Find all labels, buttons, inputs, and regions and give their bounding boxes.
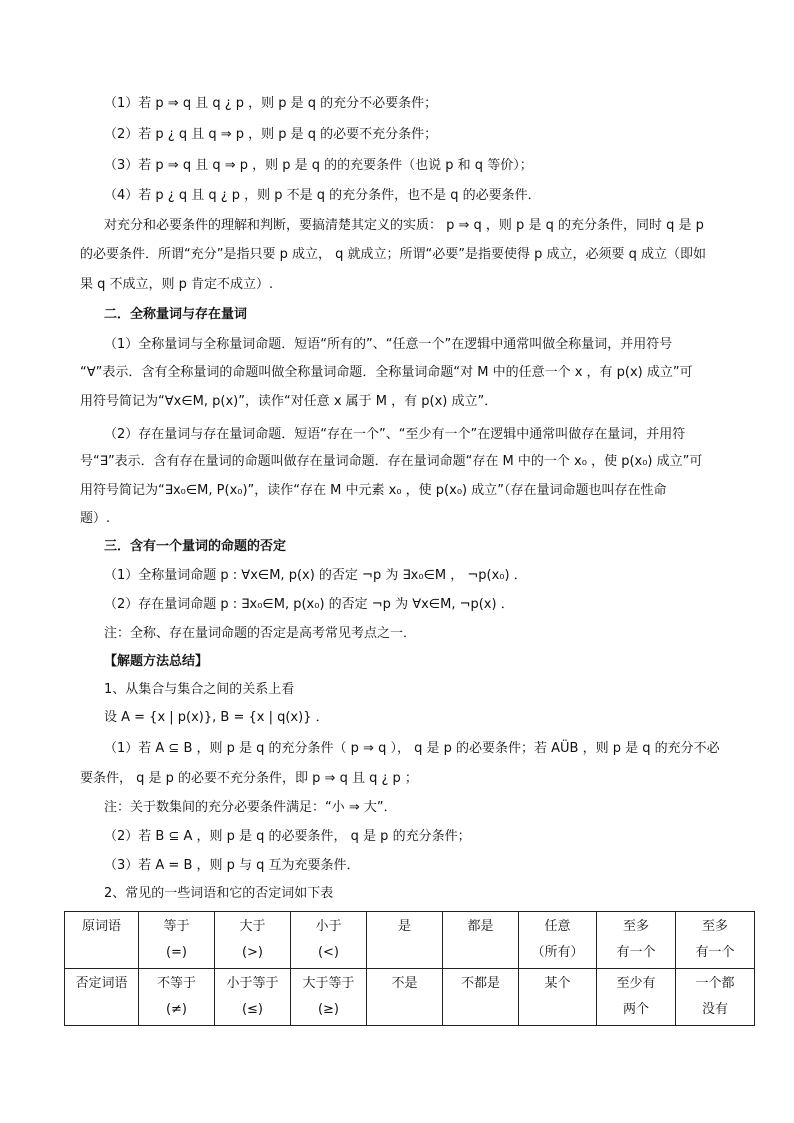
- set-rule-1-line-2: 要条件， q 是 p 的必要不充分条件，即 p ⇒ q 且 q ¿ p ；: [80, 771, 418, 786]
- table-cell: 不是: [367, 969, 443, 1026]
- existential-line-3: 用符号简记为“∃x₀∈M, P(x₀)”，读作“存在 M 中元素 x₀ ，使 p(x₀) 成立”（存在量词命题也叫存在性命: [80, 483, 667, 498]
- set-rule-1-line-1: （1）若 A ⊆ B ，则 p 是 q 的充分条件（ p ⇒ q ）， q 是 p 的必要条件；若 AÜB ，则 p 是 q 的充分不必: [104, 741, 720, 756]
- explanation-line-2: 的必要条件．所谓“充分”是指只要 p 成立， q 就成立；所谓“必要”是指要使得 p 成立，必须要 q 成立（即如: [80, 247, 707, 262]
- method-summary-heading: 【解题方法总结】: [104, 654, 209, 669]
- table-cell: 是: [367, 912, 443, 969]
- table-cell: 不等于 (≠): [139, 969, 215, 1026]
- existential-line-1: （2）存在量词与存在量词命题．短语“存在一个”、“至少有一个”在逻辑中通常叫做存在量词，并用符: [104, 427, 686, 442]
- table-cell: 大于 (>): [215, 912, 291, 969]
- condition-1: （1）若 p ⇒ q 且 q ¿ p ，则 p 是 q 的充分不必要条件；: [104, 96, 438, 111]
- set-note: 注：关于数集间的充分必要条件满足：“小 ⇒ 大”．: [104, 800, 397, 815]
- table-cell: 否定词语: [65, 969, 139, 1026]
- condition-3: （3）若 p ⇒ q 且 q ⇒ p ，则 p 是 q 的的充要条件（也说 p 和 q 等价）；: [104, 158, 533, 173]
- table-row-original: [65, 912, 755, 969]
- set-rule-3: （3）若 A = B ，则 p 与 q 互为充要条件．: [104, 858, 360, 873]
- existential-line-2: 号“∃”表示．含有存在量词的命题叫做存在量词命题．存在量词命题“存在 M 中的一个 x₀ ，使 p(x₀) 成立”可: [80, 454, 703, 469]
- set-rule-2: （2）若 B ⊆ A ，则 p 是 q 的必要条件， q 是 p 的充分条件；: [104, 829, 471, 844]
- negation-note: 注：全称、存在量词命题的否定是高考常见考点之一．: [104, 626, 417, 641]
- negation-existential: （2）存在量词命题 p : ∃x₀∈M, p(x₀) 的否定 ¬p 为 ∀x∈M, ¬p(x) ．: [104, 597, 514, 612]
- explanation-line-1: 对充分和必要条件的理解和判断，要搞清楚其定义的实质： p ⇒ q ，则 p 是 q 的充分条件，同时 q 是 p: [104, 218, 704, 233]
- table-cell: 小于等于 (≤): [215, 969, 291, 1026]
- table-cell: 大于等于 (≥): [291, 969, 367, 1026]
- table-cell: 任意 （所有）: [519, 912, 597, 969]
- table-cell: 原词语: [65, 912, 139, 969]
- table-cell: 至多 有一个: [597, 912, 676, 969]
- table-cell: 等于 (=): [139, 912, 215, 969]
- table-cell: 不都是: [443, 969, 519, 1026]
- table-cell: 都是: [443, 912, 519, 969]
- table-row-negation: [65, 969, 755, 1026]
- negation-words-table: [64, 911, 755, 1026]
- condition-4: （4）若 p ¿ q 且 q ¿ p ，则 p 不是 q 的充分条件，也不是 q 的必要条件．: [104, 188, 541, 203]
- existential-line-4: 题）.: [80, 511, 111, 526]
- negation-words-heading: 2、常见的一些词语和它的否定词如下表: [104, 886, 334, 901]
- universal-line-2: “∀”表示．含有全称量词的命题叫做全称量词命题．全称量词命题“对 M 中的任意一个 x ，有 p(x) 成立”可: [80, 365, 693, 380]
- table-cell: 至多 有一个: [676, 912, 755, 969]
- section-heading-quantifiers: 二．全称量词与存在量词: [104, 307, 248, 322]
- negation-universal: （1）全称量词命题 p : ∀x∈M, p(x) 的否定 ¬p 为 ∃x₀∈M ， ¬p(x₀) ．: [104, 568, 527, 583]
- table-cell: 一个都 没有: [676, 969, 755, 1026]
- explanation-line-3: 果 q 不成立，则 p 肯定不成立）.: [80, 277, 274, 292]
- section-heading-negation: 三．含有一个量词的命题的否定: [104, 539, 287, 554]
- table-cell: 至少有 两个: [597, 969, 676, 1026]
- condition-2: （2）若 p ¿ q 且 q ⇒ p ，则 p 是 q 的必要不充分条件；: [104, 127, 438, 142]
- set-definition: 设 A = {x | p(x)}, B = {x | q(x)} ．: [104, 710, 329, 725]
- table-cell: 某个: [519, 969, 597, 1026]
- universal-line-1: （1）全称量词与全称量词命题．短语“所有的”、“任意一个”在逻辑中通常叫做全称量词，并用符号: [104, 337, 673, 352]
- table-cell: 小于 (<): [291, 912, 367, 969]
- set-relation-heading: 1、从集合与集合之间的关系上看: [104, 682, 295, 697]
- universal-line-3: 用符号简记为“∀x∈M, p(x)”，读作“对任意 x 属于 M ，有 p(x) 成立”．: [80, 394, 498, 409]
